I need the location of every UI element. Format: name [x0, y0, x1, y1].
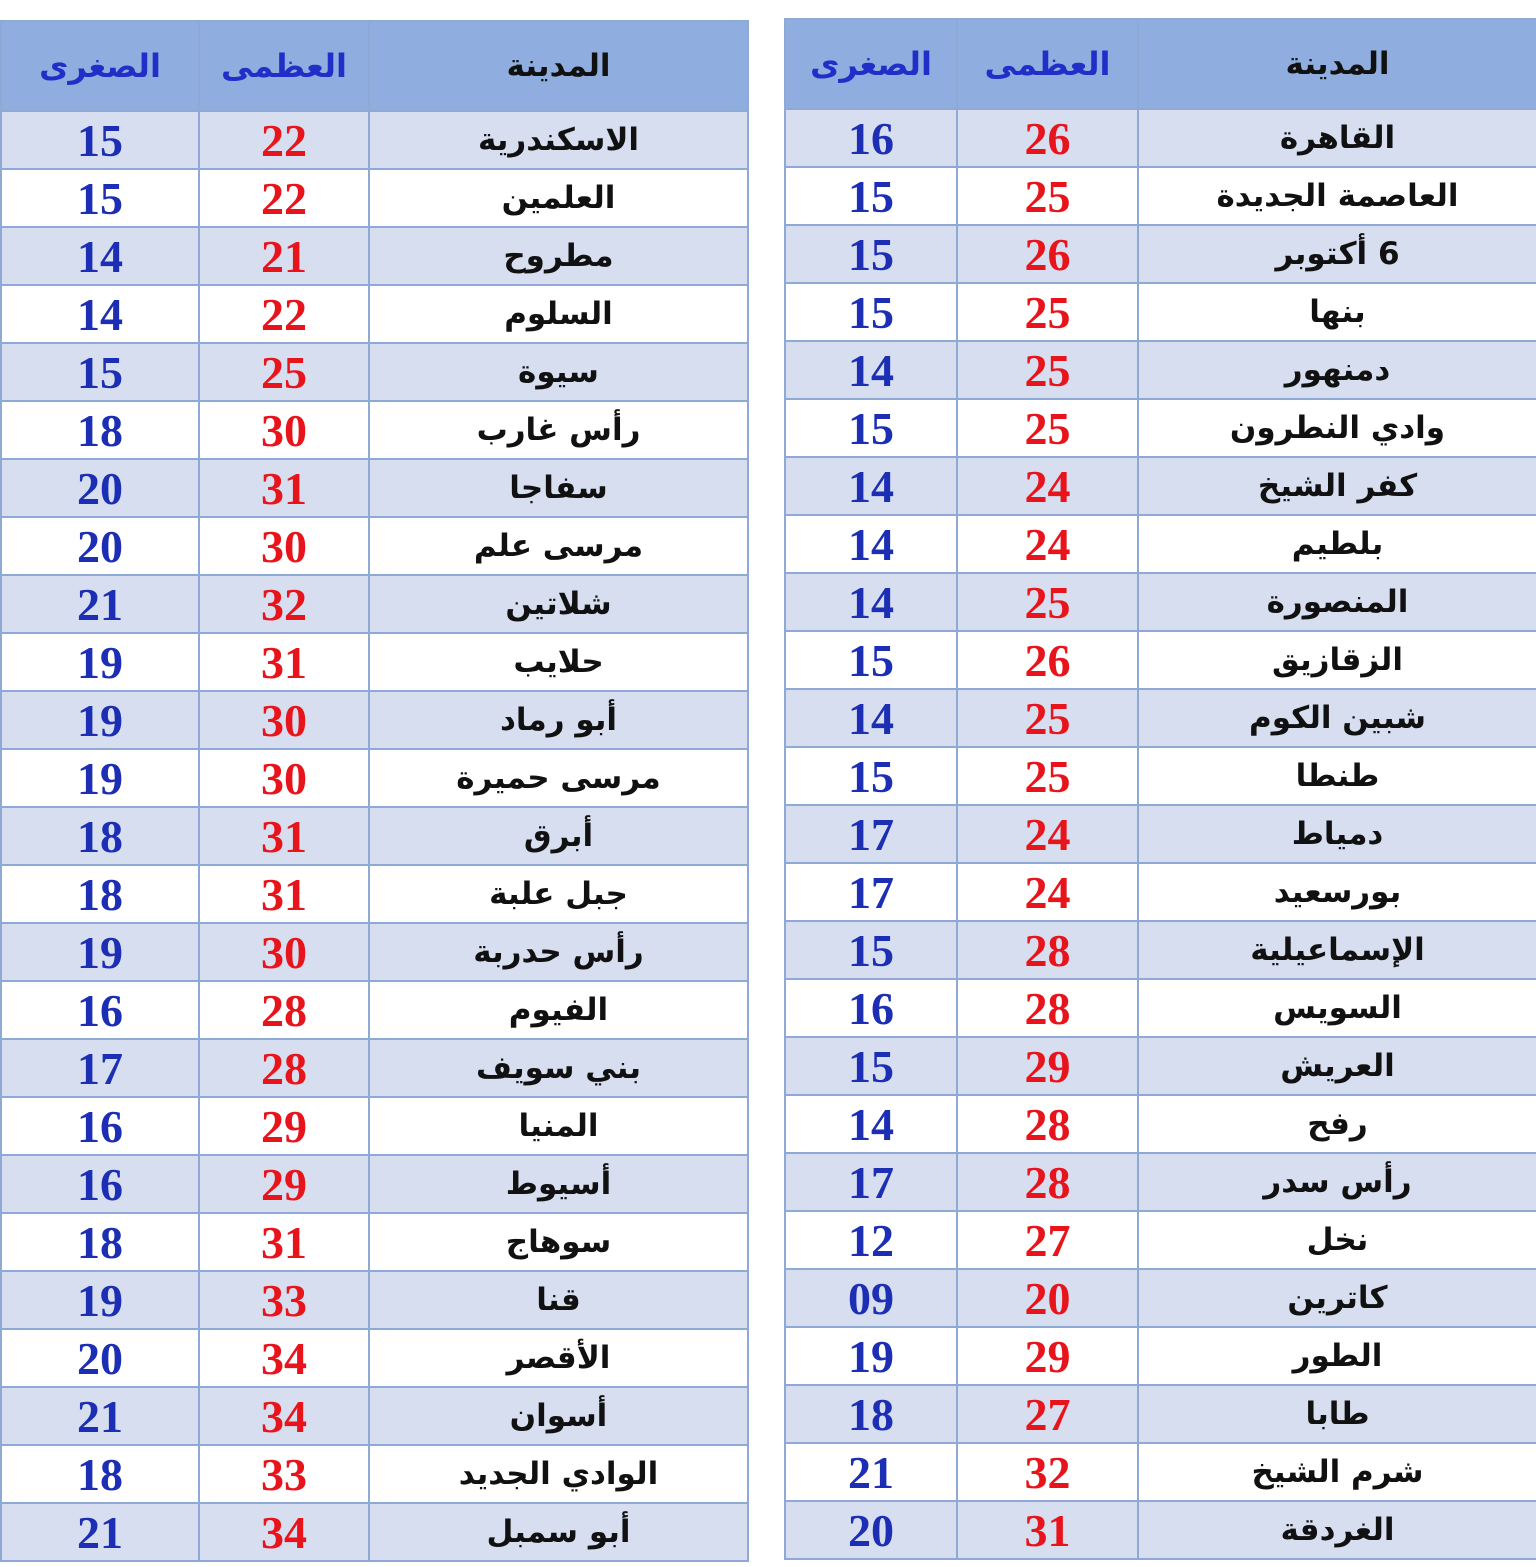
- min-temp-cell: 14: [785, 457, 957, 515]
- max-temp-cell: 26: [957, 631, 1138, 689]
- table-row: [785, 689, 1536, 747]
- max-temp-cell: 22: [199, 111, 369, 169]
- table-row: [1, 1329, 748, 1387]
- table-row: [1, 401, 748, 459]
- max-temp-cell: 30: [199, 923, 369, 981]
- table-right-header-row: [785, 19, 1536, 109]
- city-name-cell: سيوة: [369, 343, 748, 401]
- table-row: [785, 341, 1536, 399]
- max-temp-cell: 28: [199, 981, 369, 1039]
- min-temp-cell: 16: [1, 1097, 199, 1155]
- city-name-cell: الفيوم: [369, 981, 748, 1039]
- table-row: [785, 1153, 1536, 1211]
- min-temp-cell: 16: [1, 1155, 199, 1213]
- max-temp-cell: 30: [199, 401, 369, 459]
- city-name-cell: رأس غارب: [369, 401, 748, 459]
- city-name-cell: حلايب: [369, 633, 748, 691]
- max-temp-cell: 24: [957, 805, 1138, 863]
- table-row: [1, 981, 748, 1039]
- city-name-cell: أبو رماد: [369, 691, 748, 749]
- header-city: المدينة: [1138, 19, 1536, 109]
- min-temp-cell: 14: [1, 285, 199, 343]
- max-temp-cell: 24: [957, 515, 1138, 573]
- city-name-cell: أسوان: [369, 1387, 748, 1445]
- city-name-cell: بلطيم: [1138, 515, 1536, 573]
- min-temp-cell: 14: [785, 341, 957, 399]
- min-temp-cell: 15: [785, 631, 957, 689]
- max-temp-cell: 28: [957, 1095, 1138, 1153]
- city-name-cell: الزقازيق: [1138, 631, 1536, 689]
- header-max: العظمى: [957, 19, 1138, 109]
- max-temp-cell: 29: [957, 1327, 1138, 1385]
- table-row: [1, 865, 748, 923]
- temperature-table-left: [0, 20, 749, 1562]
- max-temp-cell: 28: [199, 1039, 369, 1097]
- max-temp-cell: 25: [957, 283, 1138, 341]
- min-temp-cell: 19: [1, 633, 199, 691]
- city-name-cell: المنصورة: [1138, 573, 1536, 631]
- city-name-cell: العاصمة الجديدة: [1138, 167, 1536, 225]
- max-temp-cell: 31: [199, 633, 369, 691]
- max-temp-cell: 29: [199, 1155, 369, 1213]
- city-name-cell: الطور: [1138, 1327, 1536, 1385]
- max-temp-cell: 20: [957, 1269, 1138, 1327]
- min-temp-cell: 15: [785, 167, 957, 225]
- table-row: [1, 1271, 748, 1329]
- table-right-body: [785, 19, 1536, 1559]
- city-name-cell: السلوم: [369, 285, 748, 343]
- max-temp-cell: 25: [957, 341, 1138, 399]
- max-temp-cell: 25: [957, 689, 1138, 747]
- table-row: [785, 399, 1536, 457]
- min-temp-cell: 20: [785, 1501, 957, 1559]
- city-name-cell: شرم الشيخ: [1138, 1443, 1536, 1501]
- max-temp-cell: 28: [957, 1153, 1138, 1211]
- max-temp-cell: 32: [199, 575, 369, 633]
- table-row: [1, 1445, 748, 1503]
- min-temp-cell: 16: [1, 981, 199, 1039]
- city-name-cell: وادي النطرون: [1138, 399, 1536, 457]
- min-temp-cell: 18: [1, 401, 199, 459]
- table-row: [1, 1097, 748, 1155]
- min-temp-cell: 18: [1, 1213, 199, 1271]
- table-row: [1, 575, 748, 633]
- min-temp-cell: 17: [785, 805, 957, 863]
- min-temp-cell: 12: [785, 1211, 957, 1269]
- min-temp-cell: 19: [1, 923, 199, 981]
- min-temp-cell: 09: [785, 1269, 957, 1327]
- max-temp-cell: 31: [199, 459, 369, 517]
- min-temp-cell: 21: [1, 1387, 199, 1445]
- city-name-cell: كفر الشيخ: [1138, 457, 1536, 515]
- table-row: [1, 749, 748, 807]
- city-name-cell: دمنهور: [1138, 341, 1536, 399]
- temperature-table-right: [784, 18, 1536, 1560]
- city-name-cell: القاهرة: [1138, 109, 1536, 167]
- min-temp-cell: 14: [785, 573, 957, 631]
- city-name-cell: رفح: [1138, 1095, 1536, 1153]
- table-row: [1, 169, 748, 227]
- table-row: [1, 517, 748, 575]
- city-name-cell: مطروح: [369, 227, 748, 285]
- min-temp-cell: 15: [785, 225, 957, 283]
- table-left-header-row: [1, 21, 748, 111]
- max-temp-cell: 26: [957, 109, 1138, 167]
- max-temp-cell: 26: [957, 225, 1138, 283]
- header-min: الصغرى: [785, 19, 957, 109]
- table-row: [1, 227, 748, 285]
- table-left-body: [1, 21, 748, 1561]
- city-name-cell: الاسكندرية: [369, 111, 748, 169]
- max-temp-cell: 32: [957, 1443, 1138, 1501]
- min-temp-cell: 14: [785, 515, 957, 573]
- table-row: [785, 1327, 1536, 1385]
- city-name-cell: رأس حدربة: [369, 923, 748, 981]
- max-temp-cell: 34: [199, 1387, 369, 1445]
- max-temp-cell: 27: [957, 1385, 1138, 1443]
- table-row: [785, 1095, 1536, 1153]
- table-row: [785, 805, 1536, 863]
- max-temp-cell: 22: [199, 285, 369, 343]
- max-temp-cell: 33: [199, 1271, 369, 1329]
- max-temp-cell: 25: [957, 573, 1138, 631]
- city-name-cell: جبل علبة: [369, 865, 748, 923]
- max-temp-cell: 34: [199, 1503, 369, 1561]
- min-temp-cell: 19: [1, 691, 199, 749]
- table-row: [785, 1443, 1536, 1501]
- table-row: [1, 633, 748, 691]
- table-row: [785, 283, 1536, 341]
- table-row: [785, 109, 1536, 167]
- city-name-cell: طابا: [1138, 1385, 1536, 1443]
- table-row: [785, 1037, 1536, 1095]
- city-name-cell: سفاجا: [369, 459, 748, 517]
- min-temp-cell: 19: [1, 1271, 199, 1329]
- table-row: [1, 343, 748, 401]
- table-row: [785, 863, 1536, 921]
- city-name-cell: نخل: [1138, 1211, 1536, 1269]
- min-temp-cell: 20: [1, 1329, 199, 1387]
- city-name-cell: العريش: [1138, 1037, 1536, 1095]
- max-temp-cell: 30: [199, 517, 369, 575]
- min-temp-cell: 17: [785, 1153, 957, 1211]
- max-temp-cell: 25: [957, 399, 1138, 457]
- city-name-cell: أسيوط: [369, 1155, 748, 1213]
- min-temp-cell: 17: [1, 1039, 199, 1097]
- table-row: [785, 921, 1536, 979]
- city-name-cell: الأقصر: [369, 1329, 748, 1387]
- table-row: [785, 457, 1536, 515]
- table-row: [785, 1501, 1536, 1559]
- min-temp-cell: 18: [1, 865, 199, 923]
- city-name-cell: الغردقة: [1138, 1501, 1536, 1559]
- min-temp-cell: 20: [1, 517, 199, 575]
- max-temp-cell: 27: [957, 1211, 1138, 1269]
- header-min: الصغرى: [1, 21, 199, 111]
- city-name-cell: أبرق: [369, 807, 748, 865]
- max-temp-cell: 24: [957, 863, 1138, 921]
- city-name-cell: مرسى حميرة: [369, 749, 748, 807]
- table-row: [1, 1155, 748, 1213]
- city-name-cell: بورسعيد: [1138, 863, 1536, 921]
- city-name-cell: رأس سدر: [1138, 1153, 1536, 1211]
- min-temp-cell: 14: [785, 689, 957, 747]
- table-row: [1, 923, 748, 981]
- city-name-cell: 6 أكتوبر: [1138, 225, 1536, 283]
- table-row: [785, 1385, 1536, 1443]
- city-name-cell: العلمين: [369, 169, 748, 227]
- city-name-cell: بني سويف: [369, 1039, 748, 1097]
- max-temp-cell: 31: [957, 1501, 1138, 1559]
- min-temp-cell: 15: [785, 747, 957, 805]
- min-temp-cell: 19: [1, 749, 199, 807]
- min-temp-cell: 15: [1, 169, 199, 227]
- table-row: [1, 459, 748, 517]
- table-row: [1, 285, 748, 343]
- min-temp-cell: 20: [1, 459, 199, 517]
- min-temp-cell: 14: [785, 1095, 957, 1153]
- max-temp-cell: 31: [199, 1213, 369, 1271]
- max-temp-cell: 30: [199, 691, 369, 749]
- table-row: [785, 1269, 1536, 1327]
- table-row: [785, 1211, 1536, 1269]
- table-row: [1, 1213, 748, 1271]
- city-name-cell: طنطا: [1138, 747, 1536, 805]
- min-temp-cell: 17: [785, 863, 957, 921]
- table-row: [1, 1039, 748, 1097]
- min-temp-cell: 18: [785, 1385, 957, 1443]
- max-temp-cell: 31: [199, 807, 369, 865]
- min-temp-cell: 21: [1, 1503, 199, 1561]
- header-max: العظمى: [199, 21, 369, 111]
- city-name-cell: الإسماعيلية: [1138, 921, 1536, 979]
- max-temp-cell: 25: [199, 343, 369, 401]
- max-temp-cell: 24: [957, 457, 1138, 515]
- min-temp-cell: 16: [785, 979, 957, 1037]
- max-temp-cell: 30: [199, 749, 369, 807]
- city-name-cell: شبين الكوم: [1138, 689, 1536, 747]
- city-name-cell: كاترين: [1138, 1269, 1536, 1327]
- table-row: [1, 111, 748, 169]
- city-name-cell: شلاتين: [369, 575, 748, 633]
- min-temp-cell: 18: [1, 1445, 199, 1503]
- city-name-cell: مرسى علم: [369, 517, 748, 575]
- table-row: [1, 807, 748, 865]
- city-name-cell: بنها: [1138, 283, 1536, 341]
- table-row: [1, 691, 748, 749]
- table-row: [1, 1387, 748, 1445]
- max-temp-cell: 25: [957, 167, 1138, 225]
- min-temp-cell: 21: [785, 1443, 957, 1501]
- table-row: [785, 515, 1536, 573]
- min-temp-cell: 15: [1, 343, 199, 401]
- table-row: [785, 167, 1536, 225]
- header-city: المدينة: [369, 21, 748, 111]
- min-temp-cell: 15: [1, 111, 199, 169]
- table-row: [785, 225, 1536, 283]
- min-temp-cell: 18: [1, 807, 199, 865]
- table-row: [785, 573, 1536, 631]
- max-temp-cell: 28: [957, 921, 1138, 979]
- min-temp-cell: 16: [785, 109, 957, 167]
- min-temp-cell: 15: [785, 1037, 957, 1095]
- max-temp-cell: 33: [199, 1445, 369, 1503]
- min-temp-cell: 15: [785, 921, 957, 979]
- table-row: [785, 747, 1536, 805]
- city-name-cell: المنيا: [369, 1097, 748, 1155]
- max-temp-cell: 29: [957, 1037, 1138, 1095]
- max-temp-cell: 28: [957, 979, 1138, 1037]
- city-name-cell: الوادي الجديد: [369, 1445, 748, 1503]
- city-name-cell: سوهاج: [369, 1213, 748, 1271]
- max-temp-cell: 29: [199, 1097, 369, 1155]
- max-temp-cell: 25: [957, 747, 1138, 805]
- max-temp-cell: 22: [199, 169, 369, 227]
- max-temp-cell: 31: [199, 865, 369, 923]
- table-row: [785, 631, 1536, 689]
- min-temp-cell: 15: [785, 283, 957, 341]
- min-temp-cell: 14: [1, 227, 199, 285]
- min-temp-cell: 21: [1, 575, 199, 633]
- table-row: [785, 979, 1536, 1037]
- max-temp-cell: 21: [199, 227, 369, 285]
- city-name-cell: دمياط: [1138, 805, 1536, 863]
- city-name-cell: قنا: [369, 1271, 748, 1329]
- city-name-cell: السويس: [1138, 979, 1536, 1037]
- max-temp-cell: 34: [199, 1329, 369, 1387]
- table-row: [1, 1503, 748, 1561]
- min-temp-cell: 19: [785, 1327, 957, 1385]
- city-name-cell: أبو سمبل: [369, 1503, 748, 1561]
- min-temp-cell: 15: [785, 399, 957, 457]
